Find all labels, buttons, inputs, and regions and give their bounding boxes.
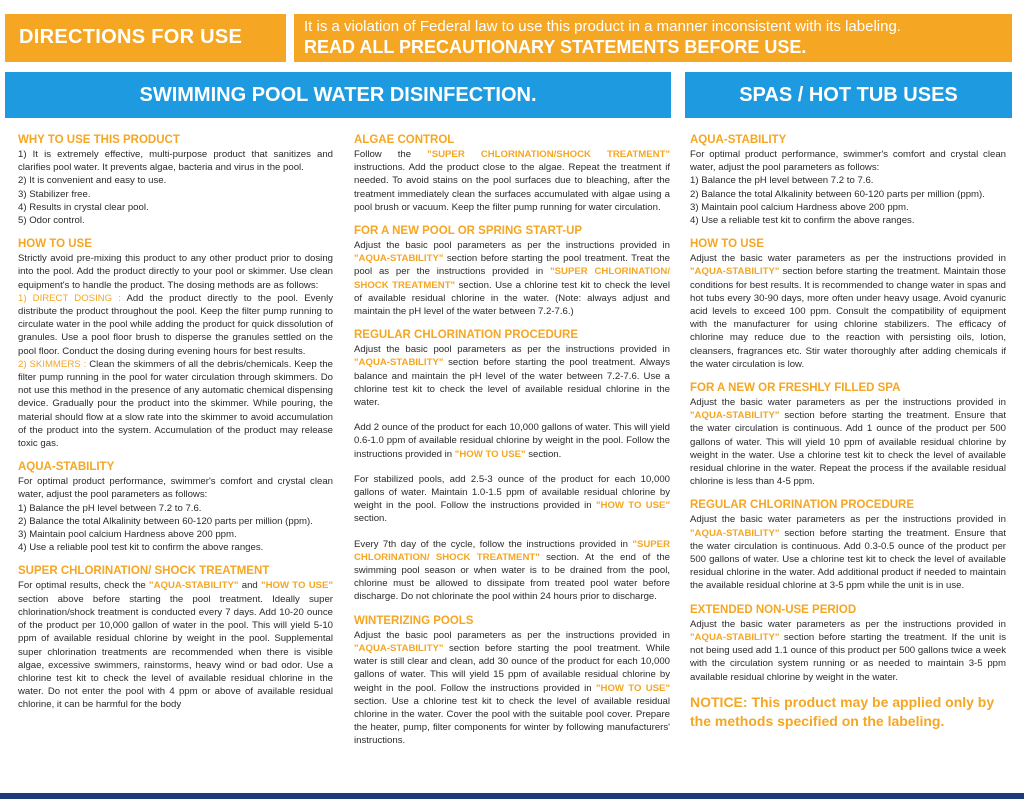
section-text: For stabilized pools, add 2.5-3 ounce of the product for each 10,000 gallons of water. Maintain 1.0-1.5 ppm of available residual chlorine by weight in the pool. Follow the instructions provided in "HOW TO USE" section. <box>354 473 671 525</box>
section-text: Every 7th day of the cycle, follow the instructions provided in "SUPER CHLORINATION/ SHOCK TREATMENT" section. At the end of the swimming pool season or when water is to be drained from the pool, chlorine must be allowed to dissipate from treated pool water before discharge. Do not chlorinate the pool within 24 hours prior to discharge. <box>354 538 670 603</box>
spa-how-section <box>690 236 1006 371</box>
aqua-section <box>18 459 333 554</box>
section-title: SUPER CHLORINATION/ SHOCK TREATMENT <box>18 565 270 578</box>
algae-section <box>354 132 670 214</box>
section-text: 1) It is extremely effective, multi-purpose product that sanitizes and clarifies pool water. It prevents algae, bacteria and virus in the pool. 2) It is convenient and easy to use. 3) Stabilizer free. 4) Results in crystal clear pool. 5) Odor control. <box>18 149 333 227</box>
section-text: Follow the "SUPER CHLORINATION/SHOCK TREATMENT" instructions. Add the product close to the algae. Repeat the treatment if needed. To avoid stains on the pool surfaces due to bleaching, after the treatment immediately clean the surfaces accumulated with algae using a pool brush or vacuum. Keep the filter pump running for water circulation. <box>354 149 670 213</box>
section-text: Strictly avoid pre-mixing this product to any other product prior to dosing into the pool. Add the product directly to your pool or skimmer. Use clean equipment's to handle the product. The dosing methods are as follows: <box>18 253 333 291</box>
section-title: AQUA-STABILITY <box>18 461 115 474</box>
warning-header <box>294 14 1012 62</box>
spa-column <box>690 132 1006 731</box>
warning-line-2: READ ALL PRECAUTIONARY STATEMENTS BEFORE USE. <box>304 37 807 57</box>
super-chlorination-section <box>18 563 333 711</box>
skimmers-text: 2) SKIMMERS : Clean the skimmers of all the debris/chemicals. Keep the filter pump running in the pool for water circulation through skimmers. Do not use this method in the presence of any automatic chemical dispensing device. Gradually pour the product into the skimmer. While pouring, the material should flow at a slow rate into the skimmer to avoid accumulation of the product into the system. Accumulation of the product may release toxic gas. <box>18 358 333 450</box>
section-text: Adjust the basic water parameters as per the instructions provided in "AQUA-STABILITY" section before starting the treatment. If the unit is not being used add 1.1 ounce of this product per 500 gallons twice a week with the circulation system running or as needed to maintain 3-5 ppm available residual chlorine by weight in the water. <box>690 618 1006 683</box>
section-text: Add 2 ounce of the product for each 10,000 gallons of water. This will yield 0.6-1.0 ppm of available residual chlorine by weight in the pool. Follow the instructions provided in "HOW TO USE" section. <box>354 422 670 460</box>
direct-dosing-text: 1) DIRECT DOSING : Add the product directly to the pool. Evenly distribute the product throughout the pool. Keep the filter pump running to circulate water in the pool while adding the product for quick dissolution of granules. Use a pool floor brush to disperse the granules settled on the pool floor. Conduct the dosing during evening hours for best results. <box>18 292 334 357</box>
bottom-border <box>0 793 1024 799</box>
pool-banner: SWIMMING POOL WATER DISINFECTION. <box>5 72 671 118</box>
new-spa-section <box>690 380 1006 488</box>
directions-header <box>5 14 286 62</box>
skimmers-label: 2) SKIMMERS : <box>18 358 87 370</box>
pool-column-2 <box>354 132 670 757</box>
section-title: EXTENDED NON-USE PERIOD <box>690 603 857 616</box>
section-title: HOW TO USE <box>18 238 92 251</box>
section-title: REGULAR CHLORINATION PROCEDURE <box>354 329 579 342</box>
section-title: ALGAE CONTROL <box>354 134 455 146</box>
notice-text: NOTICE: This product may be applied only by the methods specified on the labeling. <box>690 693 995 729</box>
section-title: FOR A NEW OR FRESHLY FILLED SPA <box>690 382 901 395</box>
section-title: AQUA-STABILITY <box>690 134 787 146</box>
spa-regular-section <box>690 497 1006 592</box>
why-section <box>18 132 333 227</box>
section-title: WHY TO USE THIS PRODUCT <box>18 134 180 146</box>
winterizing-section <box>354 613 670 748</box>
section-text: Adjust the basic water parameters as per the instructions provided in "AQUA-STABILITY" section before starting the treatment. Ensure that the water circulation is continuous. Add 0.3-0.5 ounce of the product per 500 gallons of water. Use a chlorine test kit to check the level of available residual chlorine in the water. Add additional product if needed to maintain the available residual chlorine at 3-5 ppm while the unit is in use. <box>690 514 1006 592</box>
section-title: HOW TO USE <box>690 238 764 251</box>
spa-aqua-section <box>690 132 1006 227</box>
warning-line-1: It is a violation of Federal law to use this product in a manner inconsistent with its labeling. <box>304 18 901 35</box>
direct-dosing-label: 1) DIRECT DOSING : <box>18 292 121 304</box>
section-text: For optimal product performance, swimmer's comfort and crystal clean water, adjust the pool parameters as follows: 1) Balance the pH level between 7.2 to 7.6. 2) Balance the total Alkalinity between 60-120 parts per million (ppm). 3) Maintain pool calcium Hardness above 200 ppm. 4) Use a reliable pool test kit to confirm the above ranges. <box>18 476 333 554</box>
pool-column-1 <box>18 132 333 721</box>
new-pool-section <box>354 223 670 318</box>
section-text: Adjust the basic water parameters as per the instructions provided in "AQUA-STABILITY" section before starting the treatment. Maintain those conditions for best results. It is recommended to change water in spas and hot tubs every 30-90 days, more often under heavy usage. Avoid cyanuric acid levels to exceed 100 ppm. Consult the compatibility of equipment with the manufacturer for using chlorine stabilizers. The efficacy of chlorine may reduce due to the reaction with persisting oils, lotion, cleansers, fragrances etc. Stir water thoroughly after adding chemicals if the water circulation is low. <box>690 253 1006 370</box>
section-text: Adjust the basic pool parameters as per the instructions provided in "AQUA-STABILITY" section before starting the pool treatment. Treat the pool as per the instructions provided in "SUPER CHLORINATION/ SHOCK TREATMENT" section. Use a chlorine test kit to check the level of available residual chlorine in the water. (Note: always adjust and maintain the pH level of the water between 7.2-7.6.) <box>354 240 670 318</box>
section-text: Adjust the basic pool parameters as per the instructions provided in "AQUA-STABILITY" section before starting the pool treatment. Always balance and maintain the pH level of the water between 7.2-7.6. Use a chlorine test kit to check the level of available residual chlorine in the water. <box>354 344 670 409</box>
section-title: WINTERIZING POOLS <box>354 614 474 627</box>
section-text: Adjust the basic pool parameters as per the instructions provided in "AQUA-STABILITY" section before starting the pool treatment. While water is still clear and clean, add 30 ounce of the product for each 10,000 gallons of water. This will yield 15 ppm of available residual chlorine by weight in the pool. Follow the instructions provided in "HOW TO USE" section. Use a chlorine test kit to check the level of available residual chlorine in the water. Cover the pool with the suitable pool cover. Prepare the heater, pump, filter components for winter by following manufacturers' instructions. <box>354 629 671 747</box>
section-text: For optimal product performance, swimmer's comfort and crystal clean water, adjust the pool parameters as follows: 1) Balance the pH level between 7.2 to 7.6. 2) Balance the total Alkalinity between 60-120 parts per million (ppm). 3) Maintain pool calcium Hardness above 200 ppm. 4) Use a reliable test kit to confirm the above ranges. <box>690 149 1006 227</box>
regular-chlorination-section <box>354 327 670 603</box>
section-text: Adjust the basic water parameters as per the instructions provided in "AQUA-STABILITY" section before starting the treatment. Ensure that the water circulation is continuous. Add 1 ounce of the product per 500 gallons of water. This will yield 10 ppm of available residual chlorine by weight in the water. Use a chlorine test kit to check the level of available residual chlorine in the water. Repeat the process if the available residual chlorine is less than 4-5 ppm. <box>690 397 1006 488</box>
how-section <box>18 236 333 450</box>
non-use-section <box>690 602 1006 684</box>
directions-title: DIRECTIONS FOR USE <box>19 26 243 48</box>
spa-banner: SPAS / HOT TUB USES <box>685 72 1012 118</box>
section-text: For optimal results, check the "AQUA-STABILITY" and "HOW TO USE" section above before starting the pool treatment. Ideally super chlorination/shock treatment is conducted every 7 days. Add 10-20 ounce of the product per 10,000 gallon of water in the pool. This will yield 5-10 ppm of available residual chlorine by weight in the pool. Supplemental super chlorination treatments are recommended when there is visible algae, excessive swimmers, rainstorms, heavy wind or bad odor. Use a chlorine test kit to check the level of available residual chlorine in the water. Do not enter the pool with 4 ppm or above of available residual chlorine, it can be harmful for the body <box>18 580 334 711</box>
section-title: FOR A NEW POOL OR SPRING START-UP <box>354 225 583 238</box>
section-title: REGULAR CHLORINATION PROCEDURE <box>690 499 915 512</box>
